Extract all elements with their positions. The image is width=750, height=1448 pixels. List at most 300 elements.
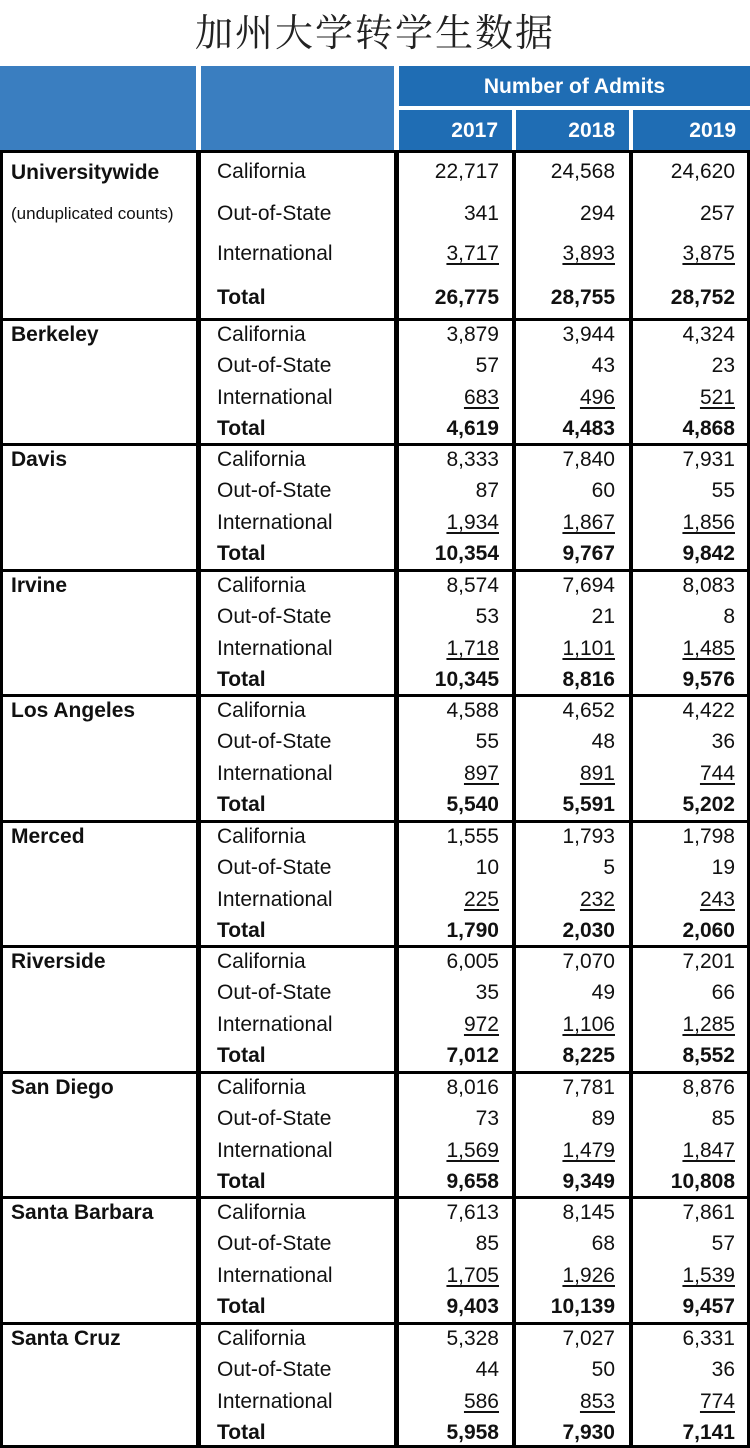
campus-group — [0, 443, 750, 569]
value-text: 7,931 — [682, 448, 735, 471]
value-text: 3,879 — [446, 323, 499, 346]
table-row — [0, 354, 750, 380]
value-cell — [723, 605, 735, 629]
value-cell — [464, 202, 499, 226]
value-cell — [682, 1421, 735, 1445]
value-text: 6,331 — [682, 1327, 735, 1350]
value-text: 8,574 — [446, 574, 499, 597]
header-year: 2019 — [689, 119, 736, 142]
campus-group — [0, 1071, 750, 1196]
value-cell — [562, 1076, 615, 1100]
value-text: 1,101 — [562, 637, 615, 660]
campus-group — [0, 694, 750, 820]
campus-name: Santa Cruz — [11, 1327, 121, 1350]
value-text: 28,755 — [550, 286, 615, 309]
campus-name: Irvine — [11, 574, 68, 597]
row-label-california: California — [217, 323, 306, 346]
value-text: 3,875 — [682, 242, 735, 265]
table-row — [0, 888, 750, 914]
value-text: 1,569 — [446, 1139, 499, 1162]
value-cell — [476, 479, 499, 503]
value-cell — [562, 637, 615, 661]
table-row — [0, 1327, 750, 1353]
row-label-out-of-state: Out-of-State — [217, 479, 332, 502]
row-label-international: International — [217, 637, 333, 660]
value-text: 28,752 — [670, 286, 735, 309]
value-text: 586 — [463, 1390, 499, 1413]
value-text: 66 — [711, 981, 735, 1004]
row-label-out-of-state: Out-of-State — [217, 856, 332, 879]
campus-group — [0, 569, 750, 694]
row-label-total: Total — [217, 542, 266, 565]
value-cell — [671, 1170, 735, 1194]
value-cell — [476, 730, 499, 754]
row-label-international: International — [217, 1264, 333, 1287]
value-text: 2,030 — [562, 919, 615, 942]
value-text: 1,847 — [682, 1139, 735, 1162]
value-text: 48 — [591, 730, 615, 753]
value-cell — [446, 1327, 499, 1351]
value-cell — [446, 699, 499, 723]
value-cell — [592, 605, 615, 629]
value-text: 2,060 — [682, 919, 735, 942]
value-cell — [712, 1358, 735, 1382]
header-year-cell — [633, 110, 750, 150]
value-cell — [700, 1390, 735, 1414]
table-row — [0, 950, 750, 976]
row-label-california: California — [217, 1076, 306, 1099]
row-label-out-of-state: Out-of-State — [217, 1107, 332, 1130]
value-cell — [551, 286, 615, 310]
value-text: 683 — [463, 386, 499, 409]
campus-group — [0, 945, 750, 1071]
value-text: 57 — [711, 1232, 735, 1255]
value-cell — [592, 479, 615, 503]
value-cell — [435, 286, 499, 310]
campus-group — [0, 1196, 750, 1322]
value-cell — [435, 668, 499, 692]
value-text: 8,083 — [682, 574, 735, 597]
value-cell — [682, 950, 735, 974]
row-label-out-of-state: Out-of-State — [217, 1358, 332, 1381]
value-cell — [682, 1201, 735, 1225]
value-text: 1,555 — [446, 825, 499, 848]
row-label-total: Total — [217, 286, 266, 309]
value-text: 744 — [699, 762, 735, 785]
value-text: 49 — [591, 981, 615, 1004]
value-text: 9,767 — [562, 542, 615, 565]
value-text: 21 — [591, 605, 615, 628]
value-text: 521 — [699, 386, 735, 409]
value-cell — [464, 888, 499, 912]
value-text: 1,790 — [446, 919, 499, 942]
table-row — [0, 1170, 750, 1196]
value-text: 897 — [463, 762, 499, 785]
value-cell — [446, 637, 499, 661]
value-text: 4,422 — [682, 699, 735, 722]
value-text: 24,568 — [550, 160, 615, 183]
value-cell — [435, 542, 499, 566]
row-label-international: International — [217, 888, 333, 911]
table-row — [0, 762, 750, 788]
value-cell — [562, 1044, 615, 1068]
value-text: 8,016 — [446, 1076, 499, 1099]
value-text: 6,005 — [446, 950, 499, 973]
header-year-cell — [399, 110, 512, 150]
value-cell — [562, 1170, 615, 1194]
value-text: 55 — [711, 479, 735, 502]
value-cell — [562, 1013, 615, 1037]
value-text: 3,893 — [562, 242, 615, 265]
row-label-total: Total — [217, 1421, 266, 1444]
value-text: 10,139 — [550, 1295, 615, 1318]
campus-group — [0, 1322, 750, 1448]
table-row — [0, 574, 750, 600]
value-text: 10,808 — [670, 1170, 735, 1193]
value-text: 7,201 — [682, 950, 735, 973]
value-text: 85 — [711, 1107, 735, 1130]
value-text: 10,345 — [434, 668, 499, 691]
value-text: 5,591 — [562, 793, 615, 816]
value-text: 4,652 — [562, 699, 615, 722]
value-cell — [476, 605, 499, 629]
table-row — [0, 417, 750, 443]
value-cell — [562, 919, 615, 943]
campus-name: Universitywide — [11, 161, 160, 184]
value-cell — [446, 1264, 499, 1288]
row-label-international: International — [217, 1390, 333, 1413]
value-cell — [446, 1201, 499, 1225]
table-row — [0, 1013, 750, 1039]
value-cell — [592, 354, 615, 378]
value-text: 24,620 — [670, 160, 735, 183]
value-cell — [682, 1295, 735, 1319]
table-row — [0, 793, 750, 819]
value-text: 1,718 — [446, 637, 499, 660]
value-cell — [682, 242, 735, 266]
value-cell — [446, 950, 499, 974]
campus-name: Riverside — [11, 950, 106, 973]
table-row — [0, 919, 750, 945]
value-cell — [562, 511, 615, 535]
value-cell — [592, 730, 615, 754]
value-cell — [446, 574, 499, 598]
value-text: 5,328 — [446, 1327, 499, 1350]
header-blank-1 — [0, 66, 196, 150]
value-cell — [592, 1232, 615, 1256]
value-text: 43 — [591, 354, 615, 377]
value-text: 19 — [711, 856, 735, 879]
value-text: 972 — [463, 1013, 499, 1036]
value-text: 35 — [475, 981, 499, 1004]
value-text: 4,619 — [446, 417, 499, 440]
value-cell — [712, 1232, 735, 1256]
value-text: 9,658 — [446, 1170, 499, 1193]
value-text: 8,225 — [562, 1044, 615, 1067]
campus-name: Merced — [11, 825, 85, 848]
value-cell — [682, 793, 735, 817]
table-row — [0, 1076, 750, 1102]
value-cell — [446, 919, 499, 943]
campus-group — [0, 820, 750, 945]
row-label-total: Total — [217, 1170, 266, 1193]
value-text: 4,588 — [446, 699, 499, 722]
value-text: 1,798 — [682, 825, 735, 848]
value-text: 36 — [711, 1358, 735, 1381]
value-text: 1,856 — [682, 511, 735, 534]
value-cell — [592, 981, 615, 1005]
table-row — [0, 323, 750, 349]
table-row — [0, 202, 750, 228]
value-cell — [562, 793, 615, 817]
value-cell — [446, 448, 499, 472]
value-cell — [446, 793, 499, 817]
value-text: 1,485 — [682, 637, 735, 660]
value-text: 496 — [579, 386, 615, 409]
value-text: 8,816 — [562, 668, 615, 691]
header-year: 2017 — [451, 119, 498, 142]
value-cell — [712, 981, 735, 1005]
value-text: 85 — [475, 1232, 499, 1255]
value-text: 89 — [591, 1107, 615, 1130]
value-cell — [682, 417, 735, 441]
value-cell — [682, 323, 735, 347]
value-text: 1,106 — [562, 1013, 615, 1036]
value-cell — [682, 511, 735, 535]
row-label-california: California — [217, 448, 306, 471]
value-cell — [476, 981, 499, 1005]
row-label-total: Total — [217, 417, 266, 440]
table-row — [0, 605, 750, 631]
value-text: 243 — [699, 888, 735, 911]
row-label-total: Total — [217, 1295, 266, 1318]
table-row — [0, 1390, 750, 1416]
row-label-total: Total — [217, 919, 266, 942]
value-cell — [592, 1107, 615, 1131]
value-cell — [562, 825, 615, 849]
value-text: 23 — [711, 354, 735, 377]
value-cell — [562, 574, 615, 598]
value-text: 8,333 — [446, 448, 499, 471]
value-cell — [464, 386, 499, 410]
value-cell — [446, 1421, 499, 1445]
value-cell — [562, 1421, 615, 1445]
value-text: 9,403 — [446, 1295, 499, 1318]
campus-name: Berkeley — [11, 323, 99, 346]
value-text: 7,141 — [682, 1421, 735, 1444]
table-row — [0, 386, 750, 412]
table-row — [0, 1044, 750, 1070]
value-cell — [682, 668, 735, 692]
value-text: 8,876 — [682, 1076, 735, 1099]
value-cell — [700, 386, 735, 410]
value-cell — [580, 1390, 615, 1414]
value-text: 7,861 — [682, 1201, 735, 1224]
value-cell — [562, 1327, 615, 1351]
value-text: 5 — [603, 856, 615, 879]
value-text: 36 — [711, 730, 735, 753]
value-cell — [476, 1358, 499, 1382]
value-text: 1,479 — [562, 1139, 615, 1162]
value-cell — [464, 1390, 499, 1414]
value-text: 294 — [579, 202, 615, 225]
value-cell — [446, 323, 499, 347]
row-label-international: International — [217, 1139, 333, 1162]
value-text: 10,354 — [434, 542, 499, 565]
value-cell — [580, 762, 615, 786]
table-row — [0, 730, 750, 756]
value-text: 10 — [475, 856, 499, 879]
table-row — [0, 1232, 750, 1258]
value-text: 50 — [591, 1358, 615, 1381]
row-label-out-of-state: Out-of-State — [217, 605, 332, 628]
value-cell — [682, 542, 735, 566]
value-cell — [682, 825, 735, 849]
table-row — [0, 1139, 750, 1165]
value-text: 8 — [723, 605, 735, 628]
value-text: 9,842 — [682, 542, 735, 565]
table-row — [0, 160, 750, 186]
value-text: 257 — [699, 202, 735, 225]
value-text: 7,781 — [562, 1076, 615, 1099]
value-cell — [562, 950, 615, 974]
value-cell — [682, 637, 735, 661]
value-text: 22,717 — [434, 160, 499, 183]
value-cell — [562, 448, 615, 472]
value-cell — [700, 762, 735, 786]
value-cell — [682, 1076, 735, 1100]
value-cell — [446, 1139, 499, 1163]
table-row — [0, 1421, 750, 1447]
value-text: 68 — [591, 1232, 615, 1255]
value-cell — [464, 1013, 499, 1037]
value-text: 1,926 — [562, 1264, 615, 1287]
value-text: 5,202 — [682, 793, 735, 816]
value-text: 60 — [591, 479, 615, 502]
table-row — [0, 856, 750, 882]
value-text: 5,958 — [446, 1421, 499, 1444]
table-row — [0, 542, 750, 568]
value-cell — [562, 1139, 615, 1163]
value-cell — [671, 286, 735, 310]
value-cell — [682, 699, 735, 723]
row-label-california: California — [217, 1201, 306, 1224]
value-text: 8,552 — [682, 1044, 735, 1067]
table-row — [0, 637, 750, 663]
table-row — [0, 448, 750, 474]
table-header — [0, 66, 750, 150]
value-cell — [562, 1264, 615, 1288]
row-label-international: International — [217, 511, 333, 534]
value-cell — [603, 856, 615, 880]
value-cell — [476, 1232, 499, 1256]
value-cell — [562, 699, 615, 723]
value-cell — [446, 1295, 499, 1319]
value-text: 1,705 — [446, 1264, 499, 1287]
table-row — [0, 479, 750, 505]
campus-group — [0, 318, 750, 443]
value-cell — [476, 856, 499, 880]
value-cell — [476, 1107, 499, 1131]
value-cell — [446, 242, 499, 266]
value-cell — [562, 1201, 615, 1225]
value-cell — [476, 354, 499, 378]
value-cell — [682, 1264, 735, 1288]
table-row — [0, 1264, 750, 1290]
row-label-california: California — [217, 1327, 306, 1350]
value-text: 44 — [475, 1358, 499, 1381]
value-cell — [562, 417, 615, 441]
value-text: 55 — [475, 730, 499, 753]
value-text: 7,070 — [562, 950, 615, 973]
campus-name: Davis — [11, 448, 68, 471]
value-cell — [682, 448, 735, 472]
value-text: 3,717 — [446, 242, 499, 265]
value-text: 4,324 — [682, 323, 735, 346]
row-label-out-of-state: Out-of-State — [217, 202, 332, 225]
value-cell — [682, 1044, 735, 1068]
row-label-california: California — [217, 950, 306, 973]
value-cell — [682, 1327, 735, 1351]
value-text: 57 — [475, 354, 499, 377]
value-cell — [580, 202, 615, 226]
value-cell — [712, 479, 735, 503]
row-label-total: Total — [217, 1044, 266, 1067]
row-label-california: California — [217, 699, 306, 722]
table-row — [0, 668, 750, 694]
row-label-out-of-state: Out-of-State — [217, 981, 332, 1004]
value-text: 9,576 — [682, 668, 735, 691]
value-cell — [446, 1076, 499, 1100]
value-cell — [700, 888, 735, 912]
row-label-california: California — [217, 825, 306, 848]
value-text: 3,944 — [562, 323, 615, 346]
value-text: 26,775 — [434, 286, 499, 309]
table-row — [0, 511, 750, 537]
header-year-cell — [516, 110, 629, 150]
value-cell — [446, 417, 499, 441]
value-cell — [682, 1013, 735, 1037]
value-text: 73 — [475, 1107, 499, 1130]
table-row — [0, 286, 750, 312]
value-text: 9,349 — [562, 1170, 615, 1193]
table-row — [0, 242, 750, 268]
value-cell — [464, 762, 499, 786]
row-label-california: California — [217, 160, 306, 183]
table-row — [0, 981, 750, 1007]
table-row — [0, 1295, 750, 1321]
row-label-international: International — [217, 1013, 333, 1036]
row-label-out-of-state: Out-of-State — [217, 354, 332, 377]
row-label-total: Total — [217, 668, 266, 691]
value-cell — [592, 1358, 615, 1382]
value-text: 341 — [463, 202, 499, 225]
value-text: 8,145 — [562, 1201, 615, 1224]
value-cell — [562, 668, 615, 692]
value-text: 87 — [475, 479, 499, 502]
value-cell — [712, 1107, 735, 1131]
header-year: 2018 — [568, 119, 615, 142]
value-text: 1,793 — [562, 825, 615, 848]
value-cell — [682, 919, 735, 943]
value-text: 7,027 — [562, 1327, 615, 1350]
value-text: 232 — [579, 888, 615, 911]
row-label-total: Total — [217, 793, 266, 816]
value-cell — [446, 825, 499, 849]
header-group-label: Number of Admits — [483, 75, 666, 98]
value-text: 9,457 — [682, 1295, 735, 1318]
value-text: 1,539 — [682, 1264, 735, 1287]
